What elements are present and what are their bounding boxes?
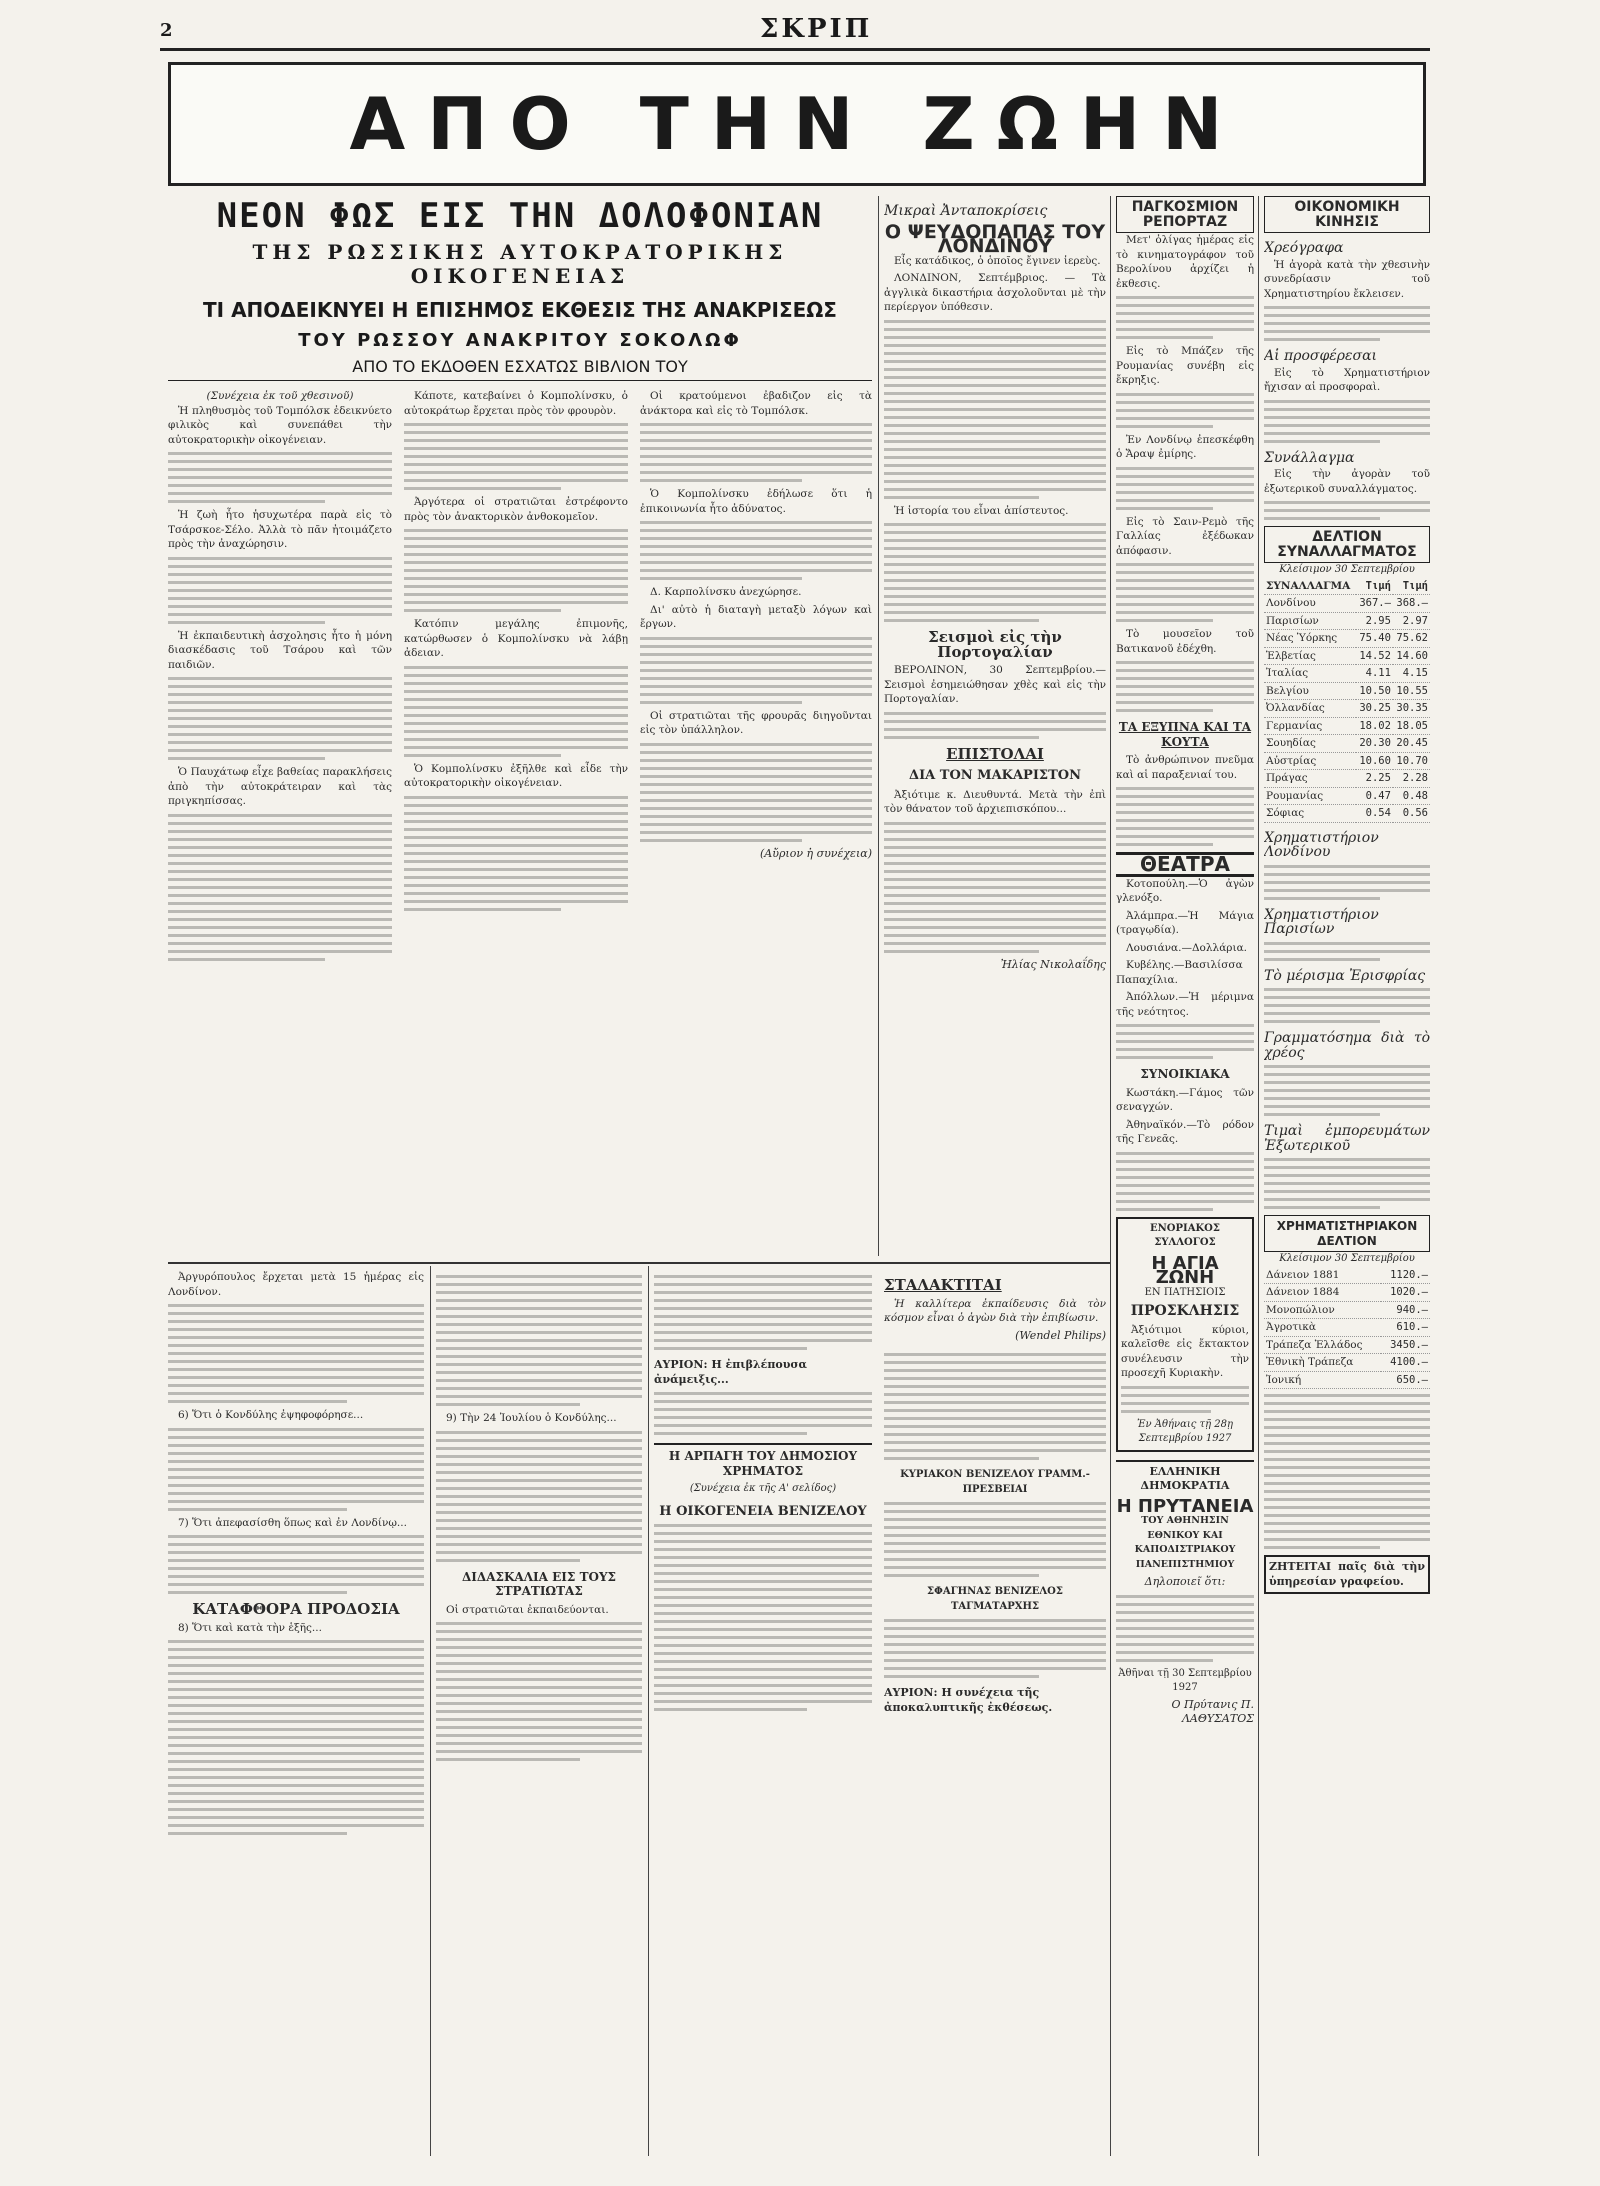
text-block xyxy=(436,1622,642,1761)
text-block xyxy=(884,320,1106,499)
kicker: Μικραὶ Ἀνταποκρίσεις xyxy=(884,203,1048,219)
text-block xyxy=(168,557,392,624)
section-title: ΔΙΔΑΣΚΑΛΙΑ ΕΙΣ ΤΟΥΣ ΣΤΡΑΤΙΩΤΑΣ xyxy=(461,1569,617,1598)
rate-value: 2.97 xyxy=(1393,612,1430,630)
text-block xyxy=(654,1524,872,1711)
text-block xyxy=(1116,1152,1254,1211)
notice-signature: Ο Πρύτανις Π. ΛΑΘΥΣΑΤΟΣ xyxy=(1171,1697,1254,1725)
rate-value: 0.47 xyxy=(1356,787,1393,805)
rate-value: 18.05 xyxy=(1393,717,1430,735)
rate-value: 18.02 xyxy=(1356,717,1393,735)
security-price: 4100.— xyxy=(1381,1354,1430,1372)
text-block xyxy=(1264,501,1430,520)
text-block xyxy=(168,1428,424,1511)
currency-name: Σουηδίας xyxy=(1264,735,1356,753)
text-block xyxy=(1116,563,1254,622)
paragraph: Ἀργότερα οἱ στρατιῶται ἐστρέφοντο πρὸς τὸν ἀνακτορικὸν ἀνθοκομεῖον. xyxy=(404,496,628,523)
security-name: Ἰονική xyxy=(1264,1371,1381,1389)
text-block xyxy=(884,1619,1106,1678)
market-title: Τιμαὶ ἐμπορευμάτων Ἐξωτερικοῦ xyxy=(1264,1123,1430,1154)
announcement-title: Η ΑΓΙΑ ΖΩΝΗ xyxy=(1151,1252,1219,1288)
column-rule xyxy=(1110,196,1111,2156)
section-title: ΘΕΑΤΡΑ xyxy=(1116,852,1254,877)
section-banner xyxy=(168,62,1426,186)
currency-name: Πράγας xyxy=(1264,770,1356,788)
text-block xyxy=(1264,1394,1430,1549)
paragraph: Ἀξιότιμε κ. Διευθυντά. Μετὰ τὴν ἐπὶ τὸν θάνατον τοῦ ἀρχιεπισκόπου... xyxy=(884,788,1106,815)
quote-author: (Wendel Philips) xyxy=(1015,1328,1106,1342)
neighborhood-item: Κωστάκη.—Γάμος τῶν σεναγχών. xyxy=(1116,1086,1254,1113)
paragraph: 6) Ὅτι ὁ Κονδύλης ἐψηφοφόρησε... xyxy=(178,1409,364,1421)
text-block xyxy=(1116,661,1254,712)
table-row xyxy=(1264,752,1430,770)
paragraph: Ἡ ζωὴ ἦτο ἡσυχωτέρα παρὰ εἰς τὸ Τσάρσκοε-Σέλο. Ἀλλὰ τὸ πᾶν ἠτοιμάζετο πρὸς τὴν ἀναχώρησιν. xyxy=(168,509,392,550)
rate-value: 4.11 xyxy=(1356,665,1393,683)
table-row xyxy=(1264,647,1430,665)
table-row xyxy=(1264,805,1430,823)
rate-value: 10.50 xyxy=(1356,682,1393,700)
rate-value: 0.56 xyxy=(1393,805,1430,823)
paragraph: Ὁ Παυχάτωφ εἶχε βαθείας παρακλήσεις ἀπὸ τὴν αὐτοκράτειραν καὶ τὰς πριγκηπίσσας. xyxy=(168,766,392,807)
currency-name: Νέας Ὑόρκης xyxy=(1264,630,1356,648)
security-price: 3450.— xyxy=(1381,1336,1430,1354)
paragraph: ΒΕΡΟΛΙΝΟΝ, 30 Σεπτεμβρίου.—Σεισμοὶ ἐσημειώθησαν χθὲς καὶ εἰς τὴν Πορτογαλίαν. xyxy=(884,664,1106,705)
continued-note: (Συνέχεια ἐκ τῆς Α' σελίδος) xyxy=(689,1483,837,1494)
text-block xyxy=(1264,1158,1430,1209)
wanted-ad: ΖΗΤΕΙΤΑΙ παῖς διὰ τὴν ὑπηρεσίαν γραφείου. xyxy=(1264,1555,1430,1594)
text-block xyxy=(640,637,872,704)
section-title: ΚΑΤΑΦΘΟΡΑ ΠΡΟΔΟΣΙΑ xyxy=(192,1600,400,1618)
table-row xyxy=(1264,735,1430,753)
currency-name: Ρουμανίας xyxy=(1264,787,1356,805)
text-block xyxy=(436,1275,642,1406)
text-block xyxy=(1264,400,1430,443)
theatre-item: Κοτοπούλη.—Ὁ ἀγὼν γλενόξο. xyxy=(1116,877,1254,904)
market-title: Χρηματιστήριον Λονδίνου xyxy=(1264,829,1379,860)
text-block xyxy=(654,1392,872,1435)
main-article-columns xyxy=(168,389,872,966)
announcement-text: Ἀξιότιμοι κύριοι, καλεῖσθε εἰς ἔκτακτον συνέλευσιν τὴν προσεχῆ Κυριακὴν. xyxy=(1121,1323,1249,1379)
rate-value: 30.35 xyxy=(1393,700,1430,718)
market-title: Γραμματόσημα διὰ τὸ χρέος xyxy=(1264,1030,1430,1061)
rate-value: 30.25 xyxy=(1356,700,1393,718)
rate-value: 20.30 xyxy=(1356,735,1393,753)
text-block xyxy=(404,796,628,911)
security-price: 1120.— xyxy=(1381,1267,1430,1284)
announcement-box xyxy=(1116,1217,1254,1452)
paragraph: ΛΟΝΔΙΝΟΝ, Σεπτέμβριος. — Τὰ ἀγγλικὰ δικαστήρια ἀσχολοῦνται μὲ τὴν περίεργον ὑπόθεσιν. xyxy=(884,272,1106,313)
item: Ἐν Λονδίνῳ ἐπεσκέφθη ὁ Ἄραψ ἐμίρης. xyxy=(1116,433,1254,460)
text-block xyxy=(640,423,872,482)
item: Μετ' ὀλίγας ἡμέρας εἰς τὸ κινηματογράφον τοῦ Βερολίνου ἀρχίζει ἡ ἐκθεσις. xyxy=(1116,234,1254,290)
table-row xyxy=(1264,595,1430,613)
text-block xyxy=(168,1535,424,1594)
table-row xyxy=(1264,717,1430,735)
section-subtitle: Η ΟΙΚΟΓΕΝΕΙΑ ΒΕΝΙΖΕΛΟΥ xyxy=(659,1503,867,1519)
main-deck-1: ΤΙ ΑΠΟΔΕΙΚΝΥΕΙ Η ΕΠΙΣΗΜΟΣ ΕΚΘΕΣΙΣ ΤΗΣ ΑΝΑΚΡΙΣΕΩΣ xyxy=(203,298,837,322)
table-row xyxy=(1264,787,1430,805)
text-block xyxy=(168,814,392,961)
paragraph: Ὁ Κομπολίνσκυ ἐξῆλθε καὶ εἶδε τὴν αὐτοκρατορικὴν οἰκογένειαν. xyxy=(404,762,628,789)
text-block xyxy=(404,666,628,757)
table-row xyxy=(1264,1284,1430,1302)
section-subtitle: ΔΙΑ ΤΟΝ ΜΑΚΑΡΙΣΤΟΝ xyxy=(909,768,1081,783)
table-header: ΣΥΝΑΛΛΑΓΜΑ xyxy=(1264,578,1356,595)
notice-date: Ἀθῆναι τῇ 30 Σεπτεμβρίου 1927 xyxy=(1118,1667,1252,1693)
announcement-head: ΠΡΟΣΚΛΗΣΙΣ xyxy=(1130,1303,1240,1319)
text-block xyxy=(1116,1595,1254,1662)
paragraph: Οἱ κρατούμενοι ἐβαδιζον εἰς τὰ ἀνάκτορα καὶ εἰς τὸ Τομπόλσκ. xyxy=(640,390,872,417)
security-price: 940.— xyxy=(1381,1301,1430,1319)
page-number: 2 xyxy=(160,20,173,41)
prytaneia-title: Η ΠΡΥΤΑΝΕΙΑ xyxy=(1116,1495,1254,1517)
column-4 xyxy=(884,196,1106,1258)
paragraph: Κάποτε, κατεβαίνει ὁ Κομπολίνσκυ, ὁ αὐτοκράτωρ ἔρχεται πρὸς τὸν φρουρὸν. xyxy=(404,390,628,417)
column-6 xyxy=(1264,196,1430,2156)
bulletin-body xyxy=(1264,1267,1430,1389)
text-block xyxy=(1116,296,1254,339)
section-title: ΤΑ ΕΞΥΠΝΑ ΚΑΙ ΤΑ ΚΟΥΤΑ xyxy=(1118,720,1252,749)
table-row xyxy=(1264,665,1430,683)
paragraph: Ἡ ἱστορία του εἶναι ἀπίστευτος. xyxy=(894,504,1069,517)
section-title: Σεισμοὶ εἰς τὴν Πορτογαλίαν xyxy=(928,628,1062,661)
rate-value: 0.48 xyxy=(1393,787,1430,805)
table-row xyxy=(1264,1301,1430,1319)
text-block xyxy=(1264,306,1430,341)
table-row xyxy=(1264,1336,1430,1354)
text-block xyxy=(168,1640,424,1835)
paper-name: ΣΚΡΙΠ xyxy=(760,14,873,44)
tomorrow-note: ΑΥΡΙΟΝ: Η συνέχεια τῆς ἀποκαλυπτικῆς ἐκθέσεως. xyxy=(884,1686,1053,1714)
security-price: 1020.— xyxy=(1381,1284,1430,1302)
table-header: Τιμή xyxy=(1356,578,1393,595)
section-title: Αἱ προσφέρεσαι xyxy=(1264,348,1378,364)
theatre-item: Κυβέλης.—Βασιλίσσα Παπαχίλια. xyxy=(1116,959,1243,986)
market-title: Τὸ μέρισμα Ἐρισφρίας xyxy=(1264,967,1426,984)
main-subheadline: ΤΗΣ ΡΩΣΣΙΚΗΣ ΑΥΤΟΚΡΑΤΟΡΙΚΗΣ ΟΙΚΟΓΕΝΕΙΑΣ xyxy=(252,240,788,288)
box-title: ΟΙΚΟΝΟΜΙΚΗ ΚΙΝΗΣΙΣ xyxy=(1264,196,1430,233)
theatre-item: Λουσιάνα.—Δολλάρια. xyxy=(1126,941,1247,954)
rate-value: 75.62 xyxy=(1393,630,1430,648)
paragraph: Κατόπιν μεγάλης ἐπιμονῆς, κατώρθωσεν ὁ Κομπολίνσκυ νὰ λάβῃ ἀδειαν. xyxy=(404,618,628,659)
rate-value: 10.70 xyxy=(1393,752,1430,770)
republic-header: ΕΛΛΗΝΙΚΗ ΔΗΜΟΚΡΑΤΙΑ xyxy=(1116,1460,1254,1494)
notice-lead: Δηλοποιεῖ ὅτι: xyxy=(1144,1575,1226,1588)
text-block xyxy=(1116,467,1254,510)
rate-value: 4.15 xyxy=(1393,665,1430,683)
signature: Ἠλίας Νικολαΐδης xyxy=(1000,957,1106,971)
text-block xyxy=(1264,1065,1430,1116)
text-block xyxy=(1121,1386,1249,1413)
currency-name: Λονδίνου xyxy=(1264,595,1356,613)
theatre-item: Ἀλάμπρα.—Ἡ Μάγια (τραγῳδία). xyxy=(1116,909,1254,936)
main-deck-3: ΑΠΟ ΤΟ ΕΚΔΟΘΕΝ ΕΣΧΑΤΩΣ ΒΙΒΛΙΟΝ ΤΟΥ xyxy=(168,357,872,381)
main-deck-2: ΤΟΥ ΡΩΣΣΟΥ ΑΝΑΚΡΙΤΟΥ ΣΟΚΟΛΩΦ xyxy=(298,330,742,351)
theatre-item: Ἀπόλλων.—Ἡ μέριμνα τῆς νεότητος. xyxy=(1116,991,1254,1018)
text-block xyxy=(884,523,1106,622)
rate-value: 10.55 xyxy=(1393,682,1430,700)
paragraph: Ὁ Κομπολίνσκυ ἐδήλωσε ὅτι ἡ ἐπικοινωνία ἦτο ἀδύνατος. xyxy=(640,488,872,515)
column-rule xyxy=(648,1266,649,2156)
paragraph: Εἰς τὸ Χρηματιστήριον ἤχισαν αἱ προσφοραὶ. xyxy=(1264,366,1430,393)
table-row xyxy=(1264,1371,1430,1389)
continued-note: (Συνέχεια ἐκ τοῦ χθεσινοῦ) xyxy=(206,390,354,402)
text-block xyxy=(404,529,628,612)
text-block xyxy=(640,521,872,580)
text-block xyxy=(168,452,392,503)
text-block xyxy=(436,1431,642,1562)
main-headline: ΝΕΟΝ ΦΩΣ ΕΙΣ ΤΗΝ ΔΟΛΟΦΟΝΙΑΝ xyxy=(216,196,824,236)
table-row xyxy=(1264,700,1430,718)
text-block xyxy=(404,423,628,490)
security-name: Δάνειον 1881 xyxy=(1264,1267,1381,1284)
rate-value: 14.52 xyxy=(1356,647,1393,665)
column-rule xyxy=(1258,196,1259,2156)
rate-value: 0.54 xyxy=(1356,805,1393,823)
table-row xyxy=(1264,1319,1430,1337)
lower-column-2 xyxy=(436,1270,642,2156)
exchange-table xyxy=(1264,578,1430,823)
box-title: ΠΑΓΚΟΣΜΙΟΝ ΡΕΠΟΡΤΑΖ xyxy=(1116,196,1254,233)
text-block xyxy=(640,743,872,842)
section-title: ΕΠΙΣΤΟΛΑΙ xyxy=(946,744,1044,763)
currency-name: Γερμανίας xyxy=(1264,717,1356,735)
text-block xyxy=(884,1502,1106,1577)
column-4-headline: Ο ΨΕΥΔΟΠΑΠΑΣ ΤΟΥ ΛΟΝΔΙΝΟΥ xyxy=(884,220,1106,257)
table-date: Κλείσιμον 30 Σεπτεμβρίου xyxy=(1279,564,1415,575)
paragraph: Ἡ πληθυσμὸς τοῦ Τομπόλσκ ἐδεικνύετο φιλικὸς καὶ συνεπάθει τὴν αὐτοκρατορικὴν οἰκογένειαν. xyxy=(168,404,392,446)
lower-column-3 xyxy=(654,1270,872,2156)
rate-value: 2.95 xyxy=(1356,612,1393,630)
text-block xyxy=(1116,1024,1254,1059)
section-title: Χρεόγραφα xyxy=(1264,240,1344,256)
text-block xyxy=(884,712,1106,739)
currency-name: Ἰταλίας xyxy=(1264,665,1356,683)
table-row xyxy=(1264,630,1430,648)
bulletin-title: ΧΡΗΜΑΤΙΣΤΗΡΙΑΚΟΝ ΔΕΛΤΙΟΝ xyxy=(1264,1215,1430,1252)
continued-tomorrow: (Αὔριον ἡ συνέχεια) xyxy=(760,846,872,860)
table-row xyxy=(1264,1267,1430,1284)
currency-name: Ἑλβετίας xyxy=(1264,647,1356,665)
banner-title: ΑΠΟ ΤΗΝ ΖΩΗΝ xyxy=(349,82,1245,166)
lead: Εἶς κατάδικος, ὁ ὁποῖος ἔγινεν ἱερεὺς. xyxy=(894,254,1101,267)
security-name: Δάνειον 1884 xyxy=(1264,1284,1381,1302)
top-rule xyxy=(160,48,1430,51)
main-col-b xyxy=(404,389,628,966)
text-block xyxy=(884,1353,1106,1460)
text-block xyxy=(1264,865,1430,900)
currency-name: Ὀλλανδίας xyxy=(1264,700,1356,718)
lower-column-4 xyxy=(884,1270,1106,2156)
rate-value: 368.— xyxy=(1393,595,1430,613)
university-name: ΤΟΥ ΑΘΗΝΗΣΙΝ ΕΘΝΙΚΟΥ ΚΑΙ ΚΑΠΟΔΙΣΤΡΙΑΚΟΥ ΠΑΝΕΠΙΣΤΗΜΙΟΥ xyxy=(1134,1515,1236,1570)
rate-value: 2.25 xyxy=(1356,770,1393,788)
column-5 xyxy=(1116,196,1254,2156)
security-name: Ἀγροτικὰ xyxy=(1264,1319,1381,1337)
paragraph: Ἡ ἀγορὰ κατὰ τὴν χθεσινὴν συνεδρίασιν τοῦ Χρηματιστηρίου ἔκλεισεν. xyxy=(1264,258,1430,300)
security-price: 610.— xyxy=(1381,1319,1430,1337)
announcement-kicker: ΕΝΟΡΙΑΚΟΣ ΣΥΛΛΟΓΟΣ xyxy=(1150,1222,1220,1248)
lower-column-1 xyxy=(168,1270,424,2156)
market-title: Χρηματιστήριον Παρισίων xyxy=(1264,906,1379,937)
paragraph: Τὸ ἀνθρώπινον πνεῦμα καὶ αἱ παραξενιαί του. xyxy=(1116,754,1254,781)
table-body xyxy=(1264,595,1430,823)
paragraph: Δ. Καρπολίνσκυ ἀνεχώρησε. xyxy=(650,586,802,598)
currency-name: Αὐστρίας xyxy=(1264,752,1356,770)
security-price: 650.— xyxy=(1381,1371,1430,1389)
currency-name: Σόφιας xyxy=(1264,805,1356,823)
section-title: ΣΥΝΟΙΚΙΑΚΑ xyxy=(1140,1067,1230,1081)
currency-name: Βελγίου xyxy=(1264,682,1356,700)
text-block xyxy=(168,1304,424,1403)
security-name: Τράπεζα Ἑλλάδος xyxy=(1264,1336,1381,1354)
security-name: Ἐθνικὴ Τράπεζα xyxy=(1264,1354,1381,1372)
currency-name: Παρισίων xyxy=(1264,612,1356,630)
table-header: Τιμή xyxy=(1393,578,1430,595)
column-rule xyxy=(878,196,879,1256)
table-row xyxy=(1264,1354,1430,1372)
quote: Ἡ καλλίτερα ἐκπαίδευσις διὰ τὸν κόσμον εἶναι ὁ ἀγὼν διὰ τὴν ἐπιβίωσιν. xyxy=(884,1297,1106,1324)
text-block xyxy=(1264,988,1430,1023)
main-article xyxy=(168,196,872,1258)
table-header-row xyxy=(1264,578,1430,595)
bulletin-date: Κλείσιμον 30 Σεπτεμβρίου xyxy=(1279,1253,1415,1264)
paragraph: Οἱ στρατιῶται τῆς φρουρᾶς διηγοῦνται εἰς τὸν ὑπάλληλον. xyxy=(640,709,872,736)
paragraph: Οἱ στρατιῶται ἐκπαιδεύονται. xyxy=(446,1603,609,1616)
main-col-c xyxy=(640,389,872,966)
section-title: Η ΑΡΠΑΓΗ ΤΟΥ ΔΗΜΟΣΙΟΥ ΧΡΗΜΑΤΟΣ xyxy=(654,1443,872,1478)
item: Τὸ μουσεῖον τοῦ Βατικανοῦ ἐδέχθη. xyxy=(1116,628,1254,655)
column-rule xyxy=(430,1266,431,2156)
paragraph: 7) Ὅτι ἀπεφασίσθη ὅπως καὶ ἐν Λονδίνῳ... xyxy=(178,1516,407,1529)
paragraph: 9) Τὴν 24 Ἰουλίου ὁ Κονδύλης... xyxy=(446,1412,617,1424)
section-title: Συνάλλαγμα xyxy=(1264,449,1355,466)
item: Εἰς τὸ Μπάζεν τῆς Ρουμανίας συνέβη εἰς ἔκρηξις. xyxy=(1116,345,1254,386)
table-row xyxy=(1264,612,1430,630)
paragraph: Δι' αὐτὸ ἡ διαταγὴ μεταξὺ λόγων καὶ ἔργων. xyxy=(640,603,872,630)
table-title: ΔΕΛΤΙΟΝ ΣΥΝΑΛΛΑΓΜΑΤΟΣ xyxy=(1264,526,1430,563)
text-block xyxy=(884,822,1106,953)
rate-value: 10.60 xyxy=(1356,752,1393,770)
table-row xyxy=(1264,682,1430,700)
rate-value: 75.40 xyxy=(1356,630,1393,648)
section-title: ΣΦΑΓΗΝΑΣ ΒΕΝΙΖΕΛΟΣ ΤΑΓΜΑΤΑΡΧΗΣ xyxy=(927,1586,1063,1612)
paragraph: Ἀργυρόπουλος ἔρχεται μετὰ 15 ἡμέρας εἰς Λονδίνον. xyxy=(168,1271,424,1298)
rate-value: 367.— xyxy=(1356,595,1393,613)
announcement-subtitle: ΕΝ ΠΑΤΗΣΙΟΙΣ xyxy=(1144,1286,1226,1298)
announcement-date: Ἐν Ἀθήναις τῇ 28ῃ Σεπτεμβρίου 1927 xyxy=(1137,1418,1233,1444)
rate-value: 14.60 xyxy=(1393,647,1430,665)
bulletin-table xyxy=(1264,1267,1430,1390)
neighborhood-item: Ἀθηναϊκόν.—Τὸ ρόδον τῆς Γενεᾶς. xyxy=(1116,1118,1254,1145)
text-block xyxy=(168,677,392,760)
main-col-a xyxy=(168,389,392,966)
rate-value: 20.45 xyxy=(1393,735,1430,753)
table-row xyxy=(1264,770,1430,788)
paragraph: 8) Ὅτι καὶ κατὰ τὴν ἑξῆς... xyxy=(178,1621,322,1634)
text-block xyxy=(654,1275,872,1350)
text-block xyxy=(1116,787,1254,846)
rate-value: 2.28 xyxy=(1393,770,1430,788)
section-title: ΣΤΑΛΑΚΤΙΤΑΙ xyxy=(884,1276,1002,1294)
paragraph: Ἡ ἐκπαιδευτικὴ ἀσχολησις ἦτο ἡ μόνη διασκέδασις τοῦ Τσάρου καὶ τῶν παιδιῶν. xyxy=(168,629,392,671)
section-rule xyxy=(168,1262,1110,1264)
security-name: Μονοπώλιον xyxy=(1264,1301,1381,1319)
tomorrow-note: ΑΥΡΙΟΝ: Η ἐπιβλέπουσα ἀνάμειξις... xyxy=(654,1358,807,1386)
paragraph: Εἰς τὴν ἀγορὰν τοῦ ἐξωτερικοῦ συναλλάγματος. xyxy=(1264,468,1430,495)
text-block xyxy=(1116,393,1254,428)
section-title: ΚΥΡΙΑΚΟΝ ΒΕΝΙΖΕΛΟΥ ΓΡΑΜΜ.-ΠΡΕΣΒΕΙΑΙ xyxy=(900,1469,1090,1495)
text-block xyxy=(1264,942,1430,961)
item: Εἰς τὸ Σαιν-Ρεμὸ τῆς Γαλλίας ἐξέδωκαν ἀπόφασιν. xyxy=(1116,515,1254,557)
